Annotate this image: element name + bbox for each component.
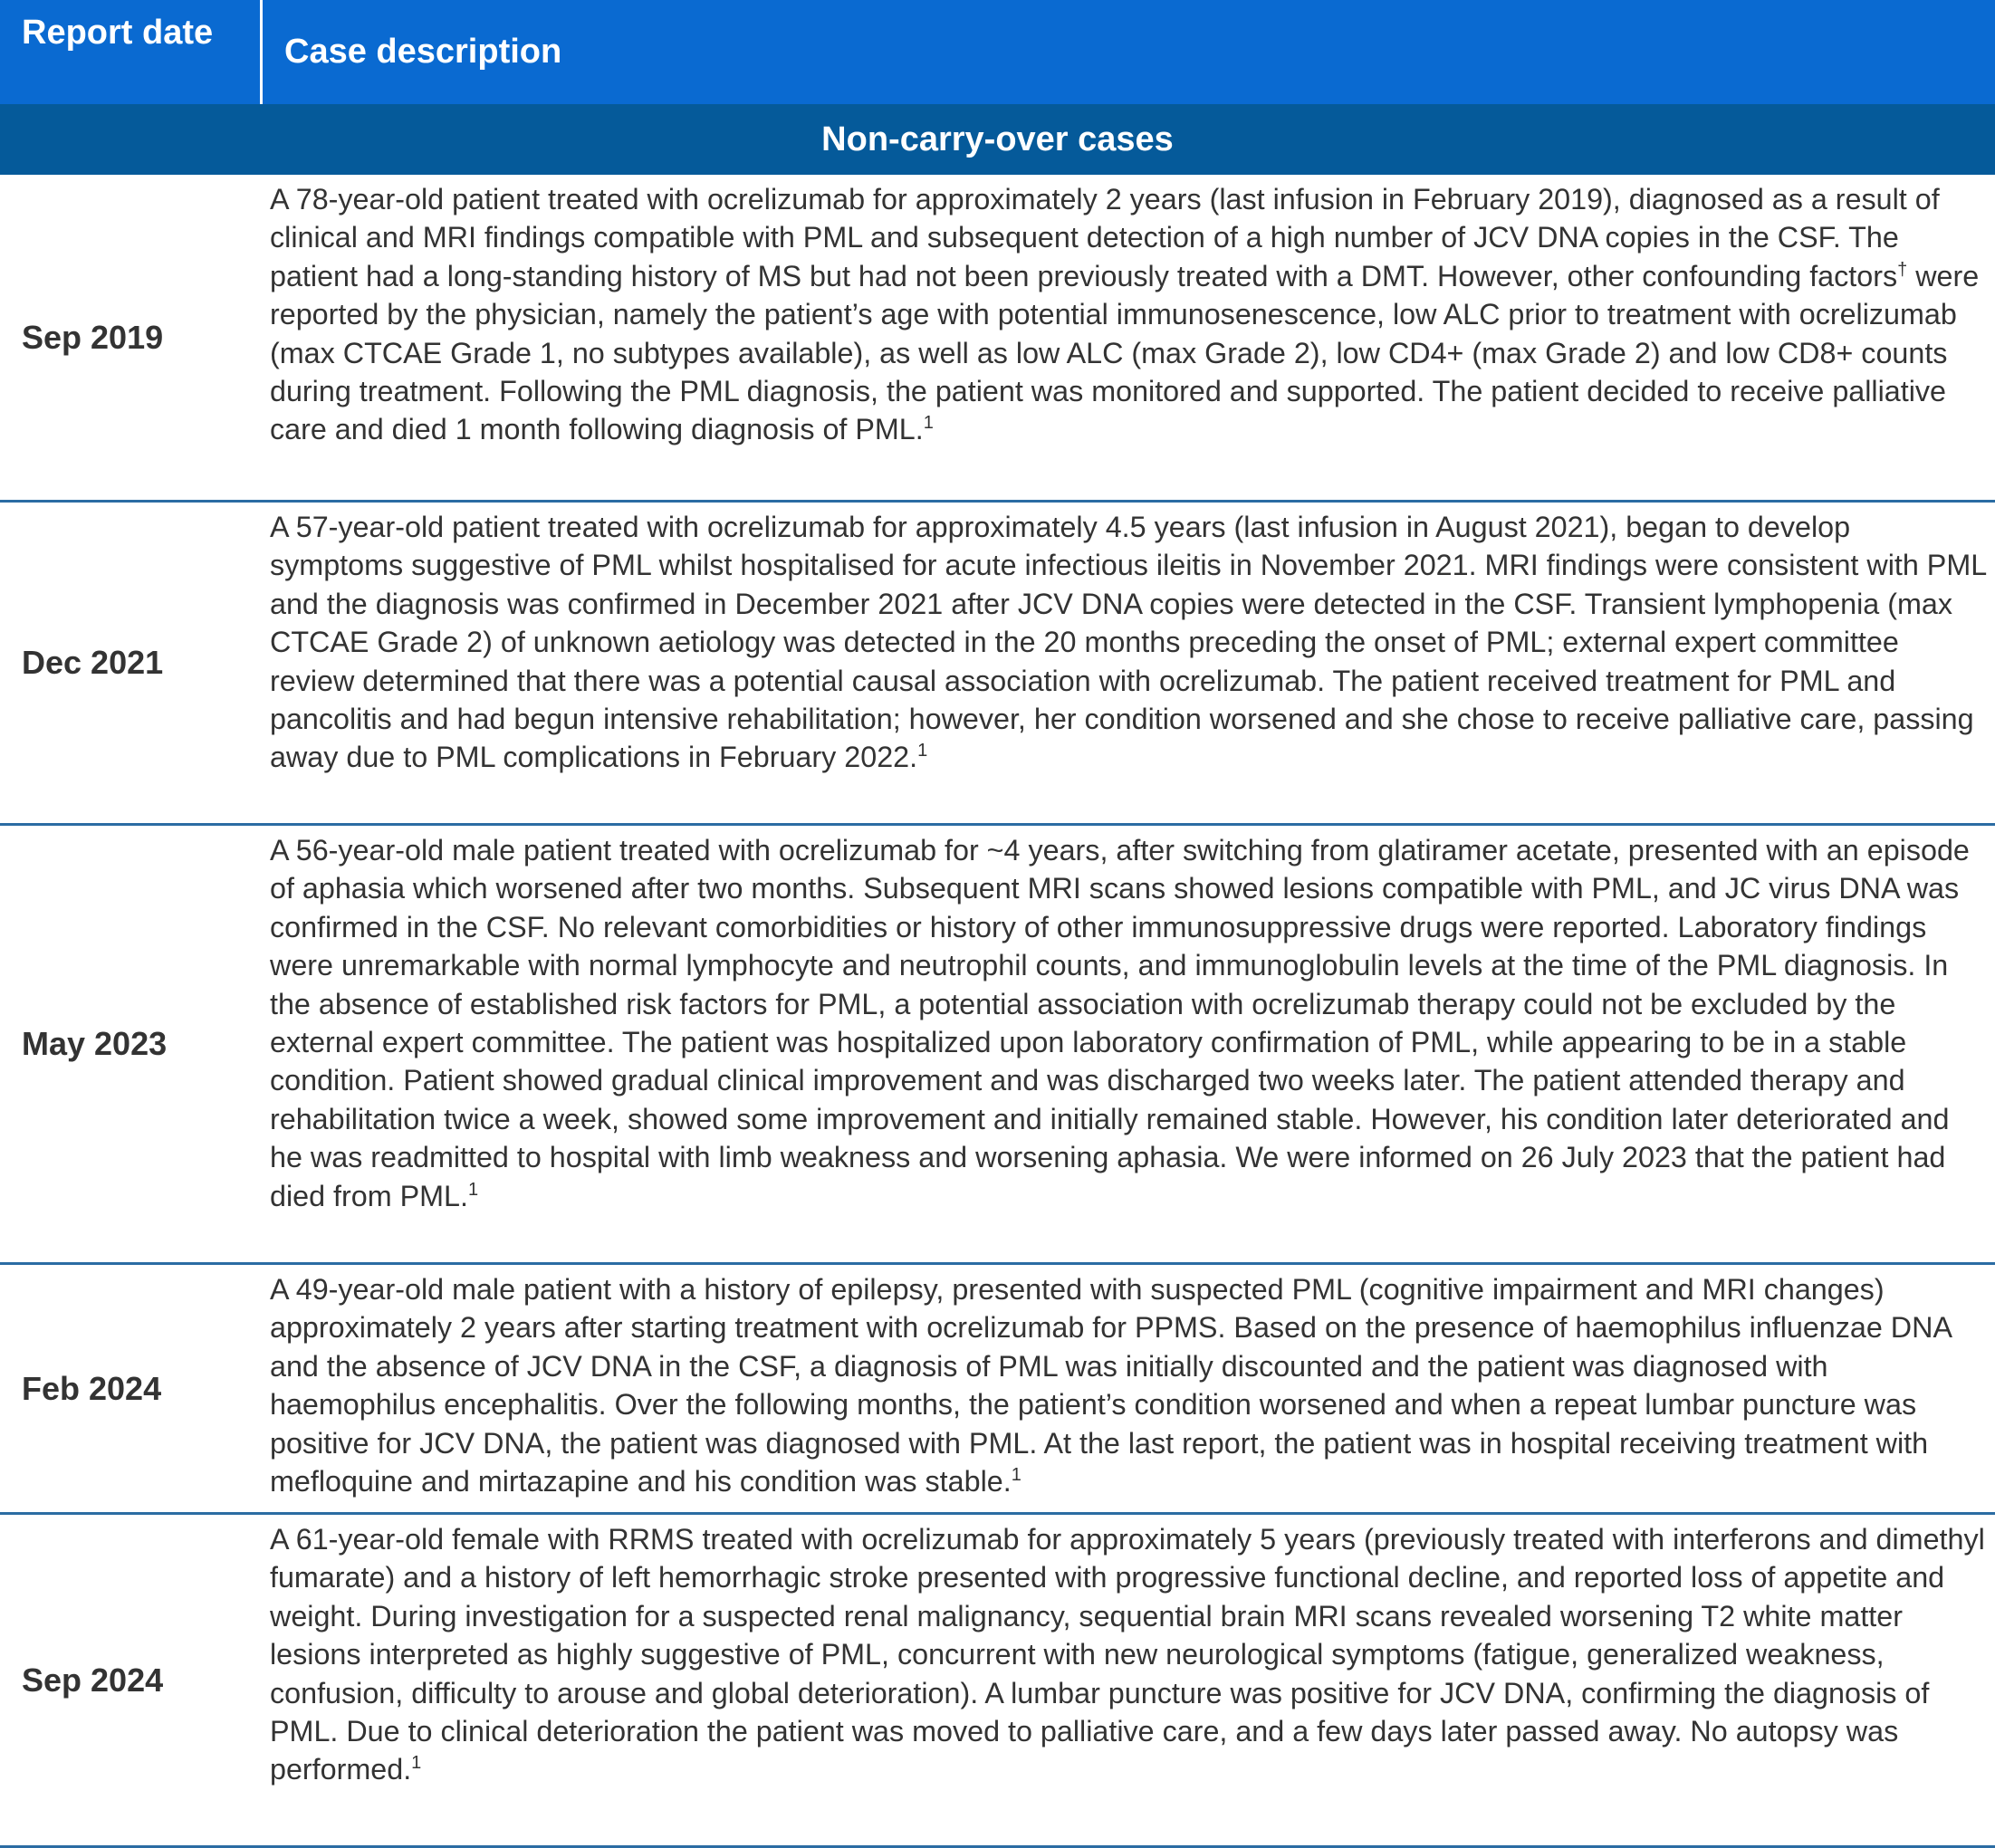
case-description: [263, 826, 1995, 1262]
reference-marker: 1: [923, 413, 934, 434]
dagger-footnote-marker: †: [1897, 260, 1908, 281]
case-date: Sep 2024: [22, 1661, 164, 1699]
table-row: [0, 826, 1995, 1265]
case-date: Feb 2024: [22, 1369, 162, 1407]
header-case-description: Case description: [284, 33, 562, 71]
section-title: Non-carry-over cases: [0, 104, 1995, 175]
table-row: [0, 175, 1995, 503]
case-date: Dec 2021: [22, 644, 164, 681]
table-header-row: [0, 0, 1995, 104]
case-text: A 61-year-old female with RRMS treated with ocrelizumab for approximately 5 years (previously treated with interferons and dimethyl fumarate) and a history of left hemorrhagic stroke presented with progressive functional decline, and reported loss of appetite and weight. During investigation for a suspected renal malignancy, sequential brain MRI scans revealed worsening T2 white matter lesions interpreted as highly suggestive of PML, concurrent with new neurological symptoms (fatigue, generalized weakness, confusion, difficulty to arouse and global deterioration). A lumbar puncture was positive for JCV DNA, confirming the diagnosis of PML. Due to clinical deterioration the patient was moved to palliative care, and a few days later passed away. No autopsy was performed.: [270, 1523, 1985, 1786]
case-date: Sep 2019: [22, 318, 164, 356]
case-description: [263, 503, 1995, 823]
reference-marker: 1: [411, 1753, 422, 1774]
case-description: [263, 1265, 1995, 1512]
case-date: May 2023: [22, 1025, 168, 1062]
case-text: A 49-year-old male patient with a history of epilepsy, presented with suspected PML (cognitive impairment and MRI changes) approximately 2 years after starting treatment with ocrelizumab for PPMS. Based on the presence of haemophilus influenzae DNA and the absence of JCV DNA in the CSF, a diagnosis of PML was initially discounted and the patient was diagnosed with haemophilus encephalitis. Over the following months, the patient’s condition worsened and when a repeat lumbar puncture was positive for JCV DNA, the patient was diagnosed with PML. At the last report, the patient was in hospital receiving treatment with mefloquine and mirtazapine and his condition was stable.: [270, 1273, 1952, 1499]
table-row: [0, 1515, 1995, 1848]
table-row: [0, 1265, 1995, 1515]
reference-marker: 1: [467, 1179, 479, 1200]
case-description: [263, 175, 1995, 500]
table-row: [0, 503, 1995, 826]
case-text: A 78-year-old patient treated with ocrelizumab for approximately 2 years (last infusion in February 2019), diagnosed as a result of clinical and MRI findings compatible with PML and subsequent detection of a high number of JCV DNA copies in the CSF. The patient had a long-standing history of MS but had not been previously treated with a DMT. However, other confounding factors: [270, 183, 1940, 292]
case-text: A 57-year-old patient treated with ocrelizumab for approximately 4.5 years (last infusion in August 2021), began to develop symptoms suggestive of PML whilst hospitalised for acute infectious ileitis in November 2021. MRI findings were consistent with PML and the diagnosis was confirmed in December 2021 after JCV DNA copies were detected in the CSF. Transient lymphopenia (max CTCAE Grade 2) of unknown aetiology was detected in the 20 months preceding the onset of PML; external expert committee review determined that there was a potential causal association with ocrelizumab. The patient received treatment for PML and pancolitis and had begun intensive rehabilitation; however, her condition worsened and she chose to receive palliative care, passing away due to PML complications in February 2022.: [270, 511, 1986, 774]
case-description: [263, 1515, 1995, 1845]
case-text: were reported by the physician, namely the patient’s age with potential immunosenescence, low ALC prior to treatment with ocrelizumab (max CTCAE Grade 1, no subtypes available), as well as low ALC (max Grade 2), low CD4+ (max Grade 2) and low CD8+ counts during treatment. Following the PML diagnosis, the patient was monitored and supported. The patient decided to receive palliative care and died 1 month following diagnosis of PML.: [270, 259, 1980, 446]
header-report-date: Report date: [0, 0, 263, 104]
case-text: A 56-year-old male patient treated with ocrelizumab for ~4 years, after switching from glatiramer acetate, presented with an episode of aphasia which worsened after two months. Subsequent MRI scans showed lesions compatible with PML, and JC virus DNA was confirmed in the CSF. No relevant comorbidities or history of other immunosuppressive drugs were reported. Laboratory findings were unremarkable with normal lymphocyte and neutrophil counts, and immunoglobulin levels at the time of the PML diagnosis. In the absence of established risk factors for PML, a potential association with ocrelizumab therapy could not be excluded by the external expert committee. The patient was hospitalized upon laboratory confirmation of PML, while appearing to be in a stable condition. Patient showed gradual clinical improvement and was discharged two weeks later. The patient attended therapy and rehabilitation twice a week, showed some improvement and initially remained stable. However, his condition later deteriorated and he was readmitted to hospital with limb weakness and worsening aphasia. We were informed on 26 July 2023 that the patient had died from PML.: [270, 834, 1970, 1212]
reference-marker: 1: [1011, 1465, 1021, 1486]
reference-marker: 1: [917, 741, 928, 761]
